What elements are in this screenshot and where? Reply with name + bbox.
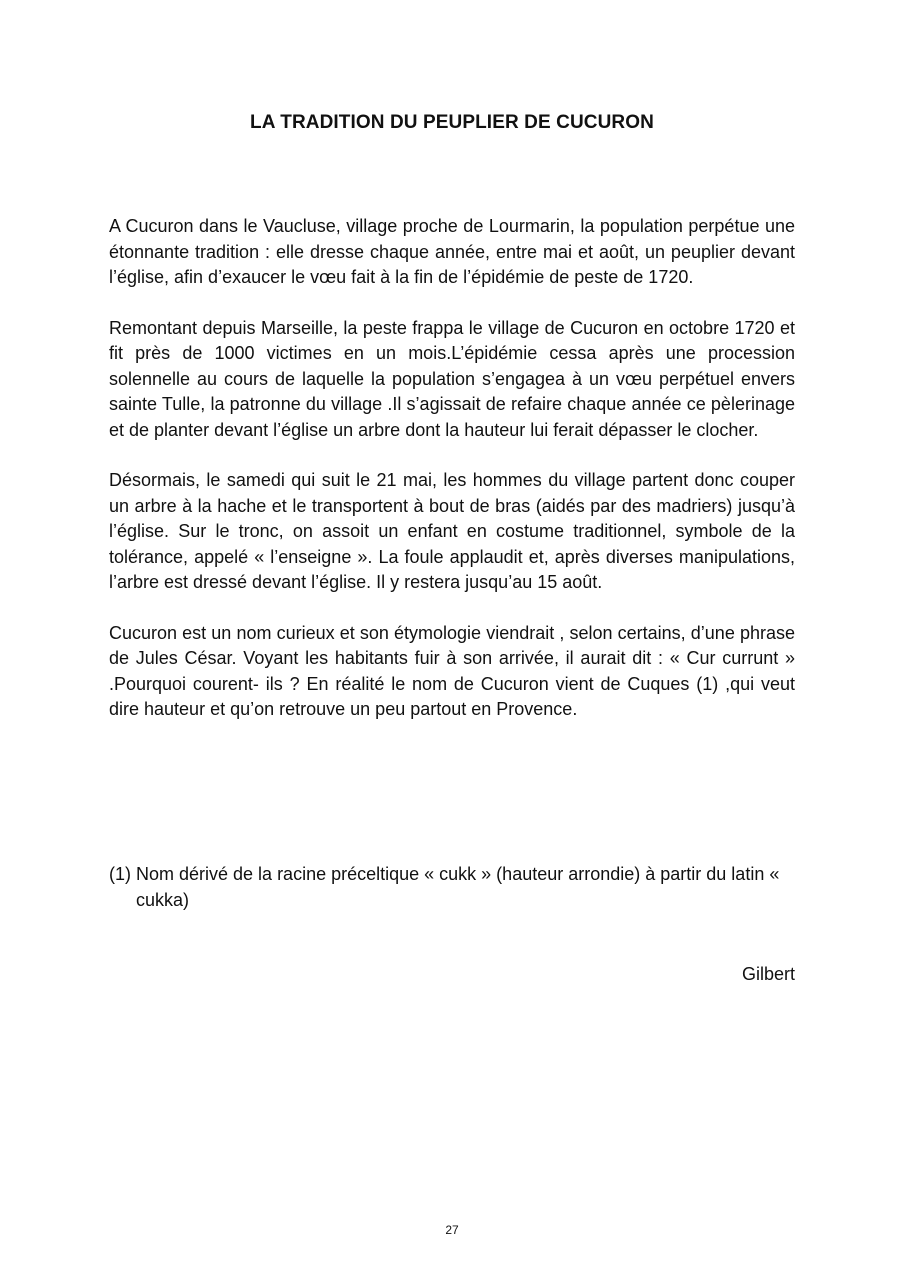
document-title: LA TRADITION DU PEUPLIER DE CUCURON xyxy=(250,112,654,133)
paragraph-1: A Cucuron dans le Vaucluse, village proche de Lourmarin, la population perpétue une étonnante tradition : elle dresse chaque année, entre mai et août, un peuplier devant l’église, afin d’exaucer le vœu fait à la fin de l’épidémie de peste de 1720. xyxy=(109,216,795,287)
footnote-text: Nom dérivé de la racine préceltique « cukk » (hauteur arrondie) à partir du latin « cukka) xyxy=(136,864,780,910)
paragraph-4: Cucuron est un nom curieux et son étymologie viendrait , selon certains, d’une phrase de Jules César. Voyant les habitants fuir à son arrivée, il aurait dit : « Cur currunt » .Pourquoi courent- ils ? En réalité le nom de Cucuron vient de Cuques (1) ,qui veut dire hauteur et qu’on retrouve un peu partout en Provence. xyxy=(109,622,795,719)
footnote-marker: (1) xyxy=(109,864,131,884)
paragraph-3: Désormais, le samedi qui suit le 21 mai, les hommes du village partent donc couper un arbre à la hache et le transportent à bout de bras (aidés par des madriers) jusqu’à l’église. Sur le tronc, on assoit un enfant en costume traditionnel, symbole de la tolérance, appelé « l’enseigne ». La foule applaudit et, après diverses manipulations, l’arbre est dressé devant l’église. Il y restera jusqu’au 15 août. xyxy=(109,470,795,592)
document-body xyxy=(109,214,795,748)
footnote xyxy=(109,862,795,913)
author-signature: Gilbert xyxy=(741,964,795,984)
paragraph-2: Remontant depuis Marseille, la peste frappa le village de Cucuron en octobre 1720 et fit près de 1000 victimes en un mois.L’épidémie cessa après une procession solennelle au cours de laquelle la population s’engagea à un vœu perpétuel envers sainte Tulle, la patronne du village .Il s’agissait de refaire chaque année ce pèlerinage et de planter devant l’église un arbre dont la hauteur lui ferait dépasser le clocher. xyxy=(109,317,795,440)
page-number: 27 xyxy=(445,1223,459,1237)
